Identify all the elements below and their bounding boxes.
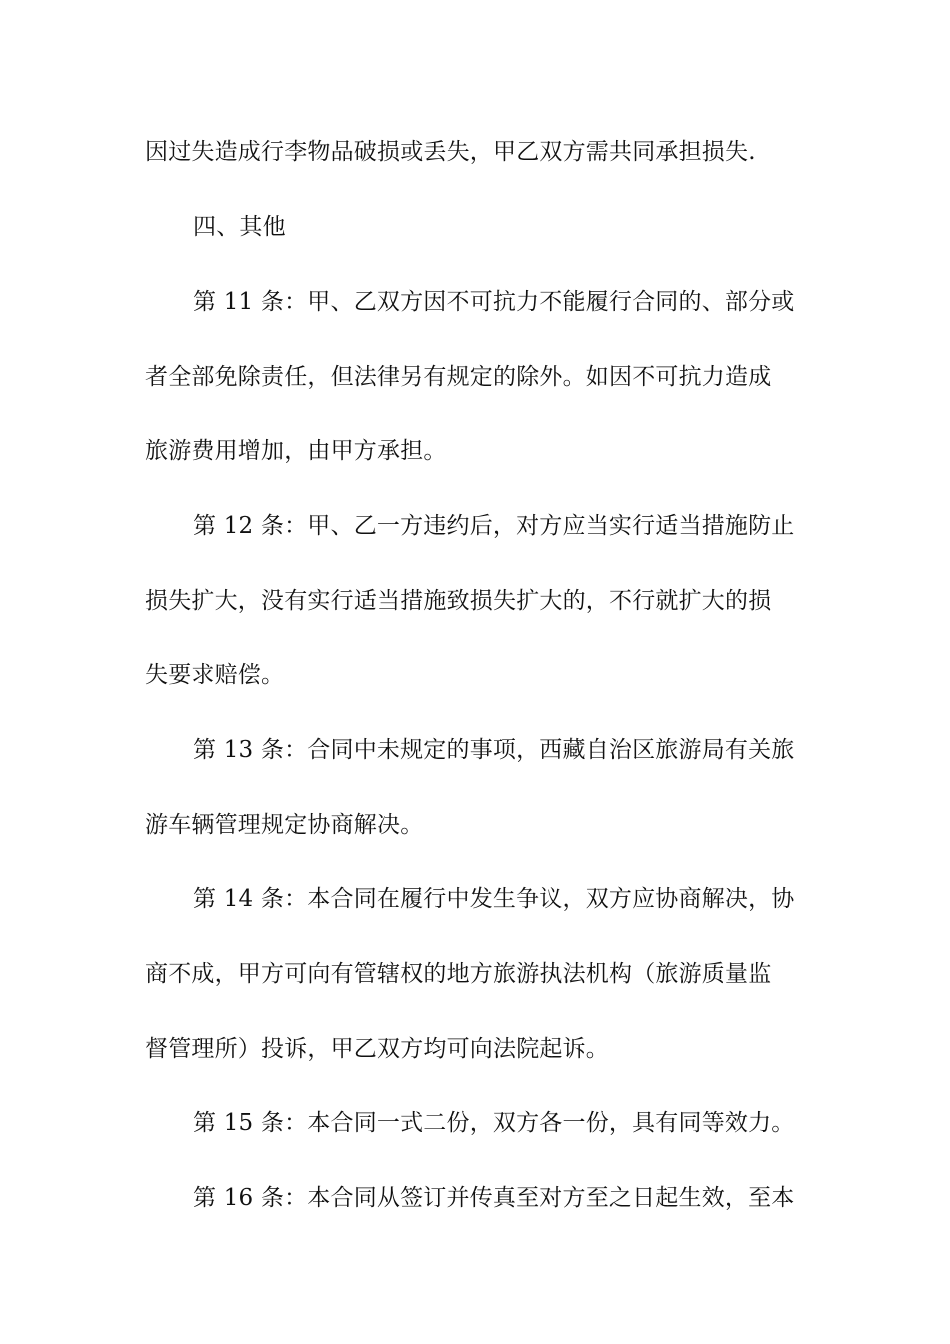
article-16-line-1: 第 16 条：本合同从签订并传真至对方至之日起生效，至本 — [193, 1185, 795, 1211]
article-11-line-2: 者全部免除责任，但法律另有规定的除外。如因不可抗力造成 — [145, 364, 772, 390]
paragraph-line-1: 因过失造成行李物品破损或丢失，甲乙双方需共同承担损失. — [145, 139, 756, 165]
article-12-line-1: 第 12 条：甲、乙一方违约后，对方应当实行适当措施防止 — [193, 513, 795, 539]
article-12-line-3: 失要求赔偿。 — [145, 662, 285, 688]
article-13-line-1: 第 13 条：合同中未规定的事项，西藏自治区旅游局有关旅 — [193, 737, 795, 763]
article-11-line-3: 旅游费用增加，由甲方承担。 — [145, 438, 447, 464]
article-14-line-1: 第 14 条：本合同在履行中发生争议，双方应协商解决，协 — [193, 886, 795, 912]
article-13-line-2: 游车辆管理规定协商解决。 — [145, 812, 424, 838]
article-14-line-2: 商不成，甲方可向有管辖权的地方旅游执法机构（旅游质量监 — [145, 961, 772, 987]
article-14-line-3: 督管理所）投诉，甲乙双方均可向法院起诉。 — [145, 1036, 609, 1062]
article-11-line-1: 第 11 条：甲、乙双方因不可抗力不能履行合同的、部分或 — [193, 289, 795, 315]
article-12-line-2: 损失扩大，没有实行适当措施致损失扩大的，不行就扩大的损 — [145, 588, 772, 614]
section-heading-other: 四、其他 — [193, 214, 286, 240]
article-15-line-1: 第 15 条：本合同一式二份，双方各一份，具有同等效力。 — [193, 1110, 795, 1136]
